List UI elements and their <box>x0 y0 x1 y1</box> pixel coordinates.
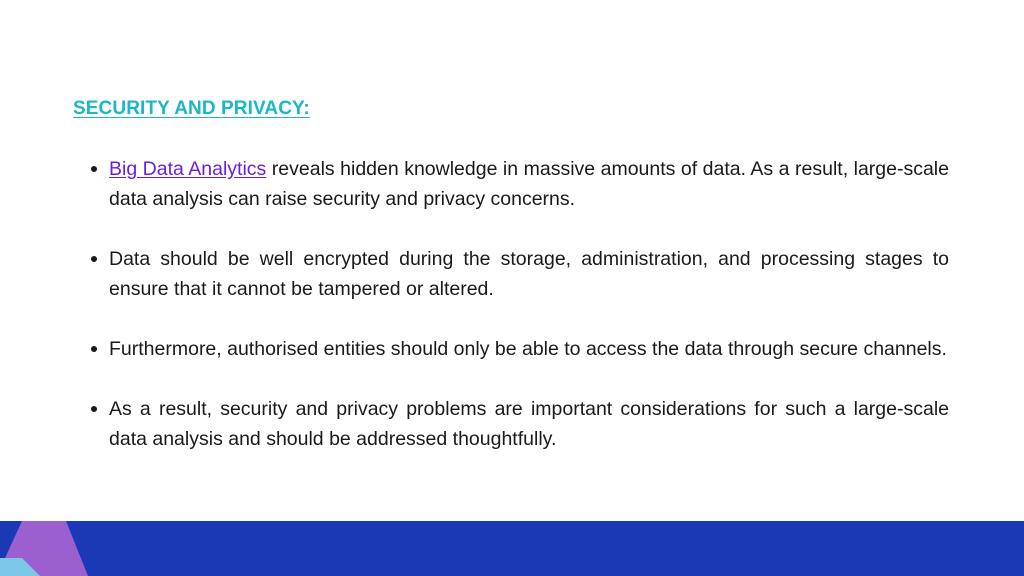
bullet-text-3: Furthermore, authorised entities should only be able to access the data through secure channels. <box>109 338 947 360</box>
bullet-list <box>88 154 949 484</box>
bullet-item-3 <box>88 334 949 364</box>
corner-decoration-icon <box>0 521 120 576</box>
big-data-analytics-link[interactable]: Big Data Analytics <box>109 158 267 180</box>
slide-title: SECURITY AND PRIVACY: <box>73 98 310 119</box>
bullet-item-2 <box>88 244 949 304</box>
bullet-dot-icon <box>91 346 97 352</box>
bullet-dot-icon <box>91 256 97 262</box>
bullet-dot-icon <box>91 406 97 412</box>
bullet-item-1 <box>88 154 949 214</box>
footer-band <box>0 521 1024 576</box>
bullet-text-2: Data should be well encrypted during the storage, administration, and processing stages to ensure that it cannot be tampered or altered. <box>109 248 949 300</box>
bullet-dot-icon <box>91 166 97 172</box>
bullet-text-1: reveals hidden knowledge in massive amounts of data. As a result, large-scale data analysis can raise security and privacy concerns. <box>109 158 949 210</box>
bullet-text-4: As a result, security and privacy problems are important considerations for such a large-scale data analysis and should be addressed thoughtfully. <box>109 398 949 450</box>
bullet-item-4 <box>88 394 949 454</box>
